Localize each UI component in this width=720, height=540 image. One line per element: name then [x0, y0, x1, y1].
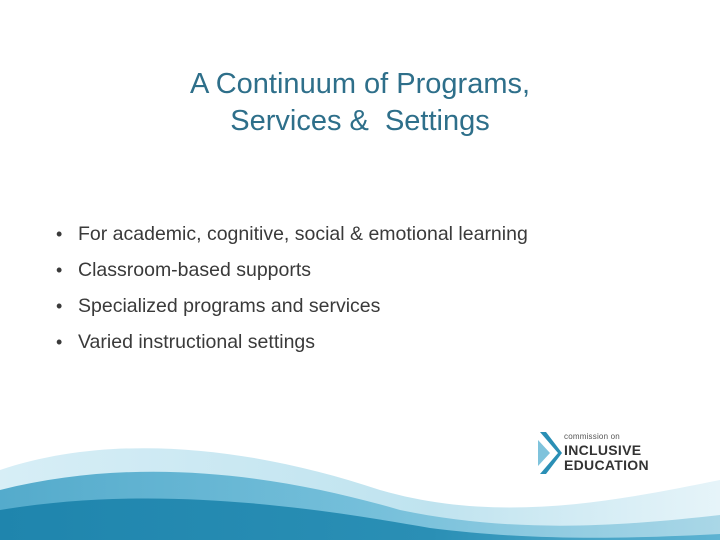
- chevron-icon: [538, 430, 562, 476]
- bullet-text: Varied instructional settings: [78, 331, 316, 353]
- bullet-icon: •: [56, 332, 63, 352]
- title-line-1: A Continuum of Programs,: [189, 68, 531, 100]
- logo-line-2: EDUCATION: [564, 457, 649, 473]
- bullet-list: [56, 216, 528, 360]
- list-item: [56, 252, 528, 288]
- bullet-text: For academic, cognitive, social & emotional learning: [78, 223, 528, 245]
- list-item: [56, 324, 528, 360]
- logo-line-1: INCLUSIVE: [564, 442, 642, 458]
- bullet-text: Classroom-based supports: [78, 259, 312, 281]
- inclusive-education-logo: [538, 430, 668, 476]
- title-line-2: Services & Settings: [230, 105, 490, 137]
- slide-title: [0, 66, 720, 140]
- bullet-text: Specialized programs and services: [78, 295, 381, 317]
- list-item: [56, 216, 528, 252]
- bullet-icon: •: [56, 296, 63, 316]
- list-item: [56, 288, 528, 324]
- logo-small-text: commission on: [564, 432, 620, 441]
- bullet-icon: •: [56, 224, 63, 244]
- bullet-icon: •: [56, 260, 63, 280]
